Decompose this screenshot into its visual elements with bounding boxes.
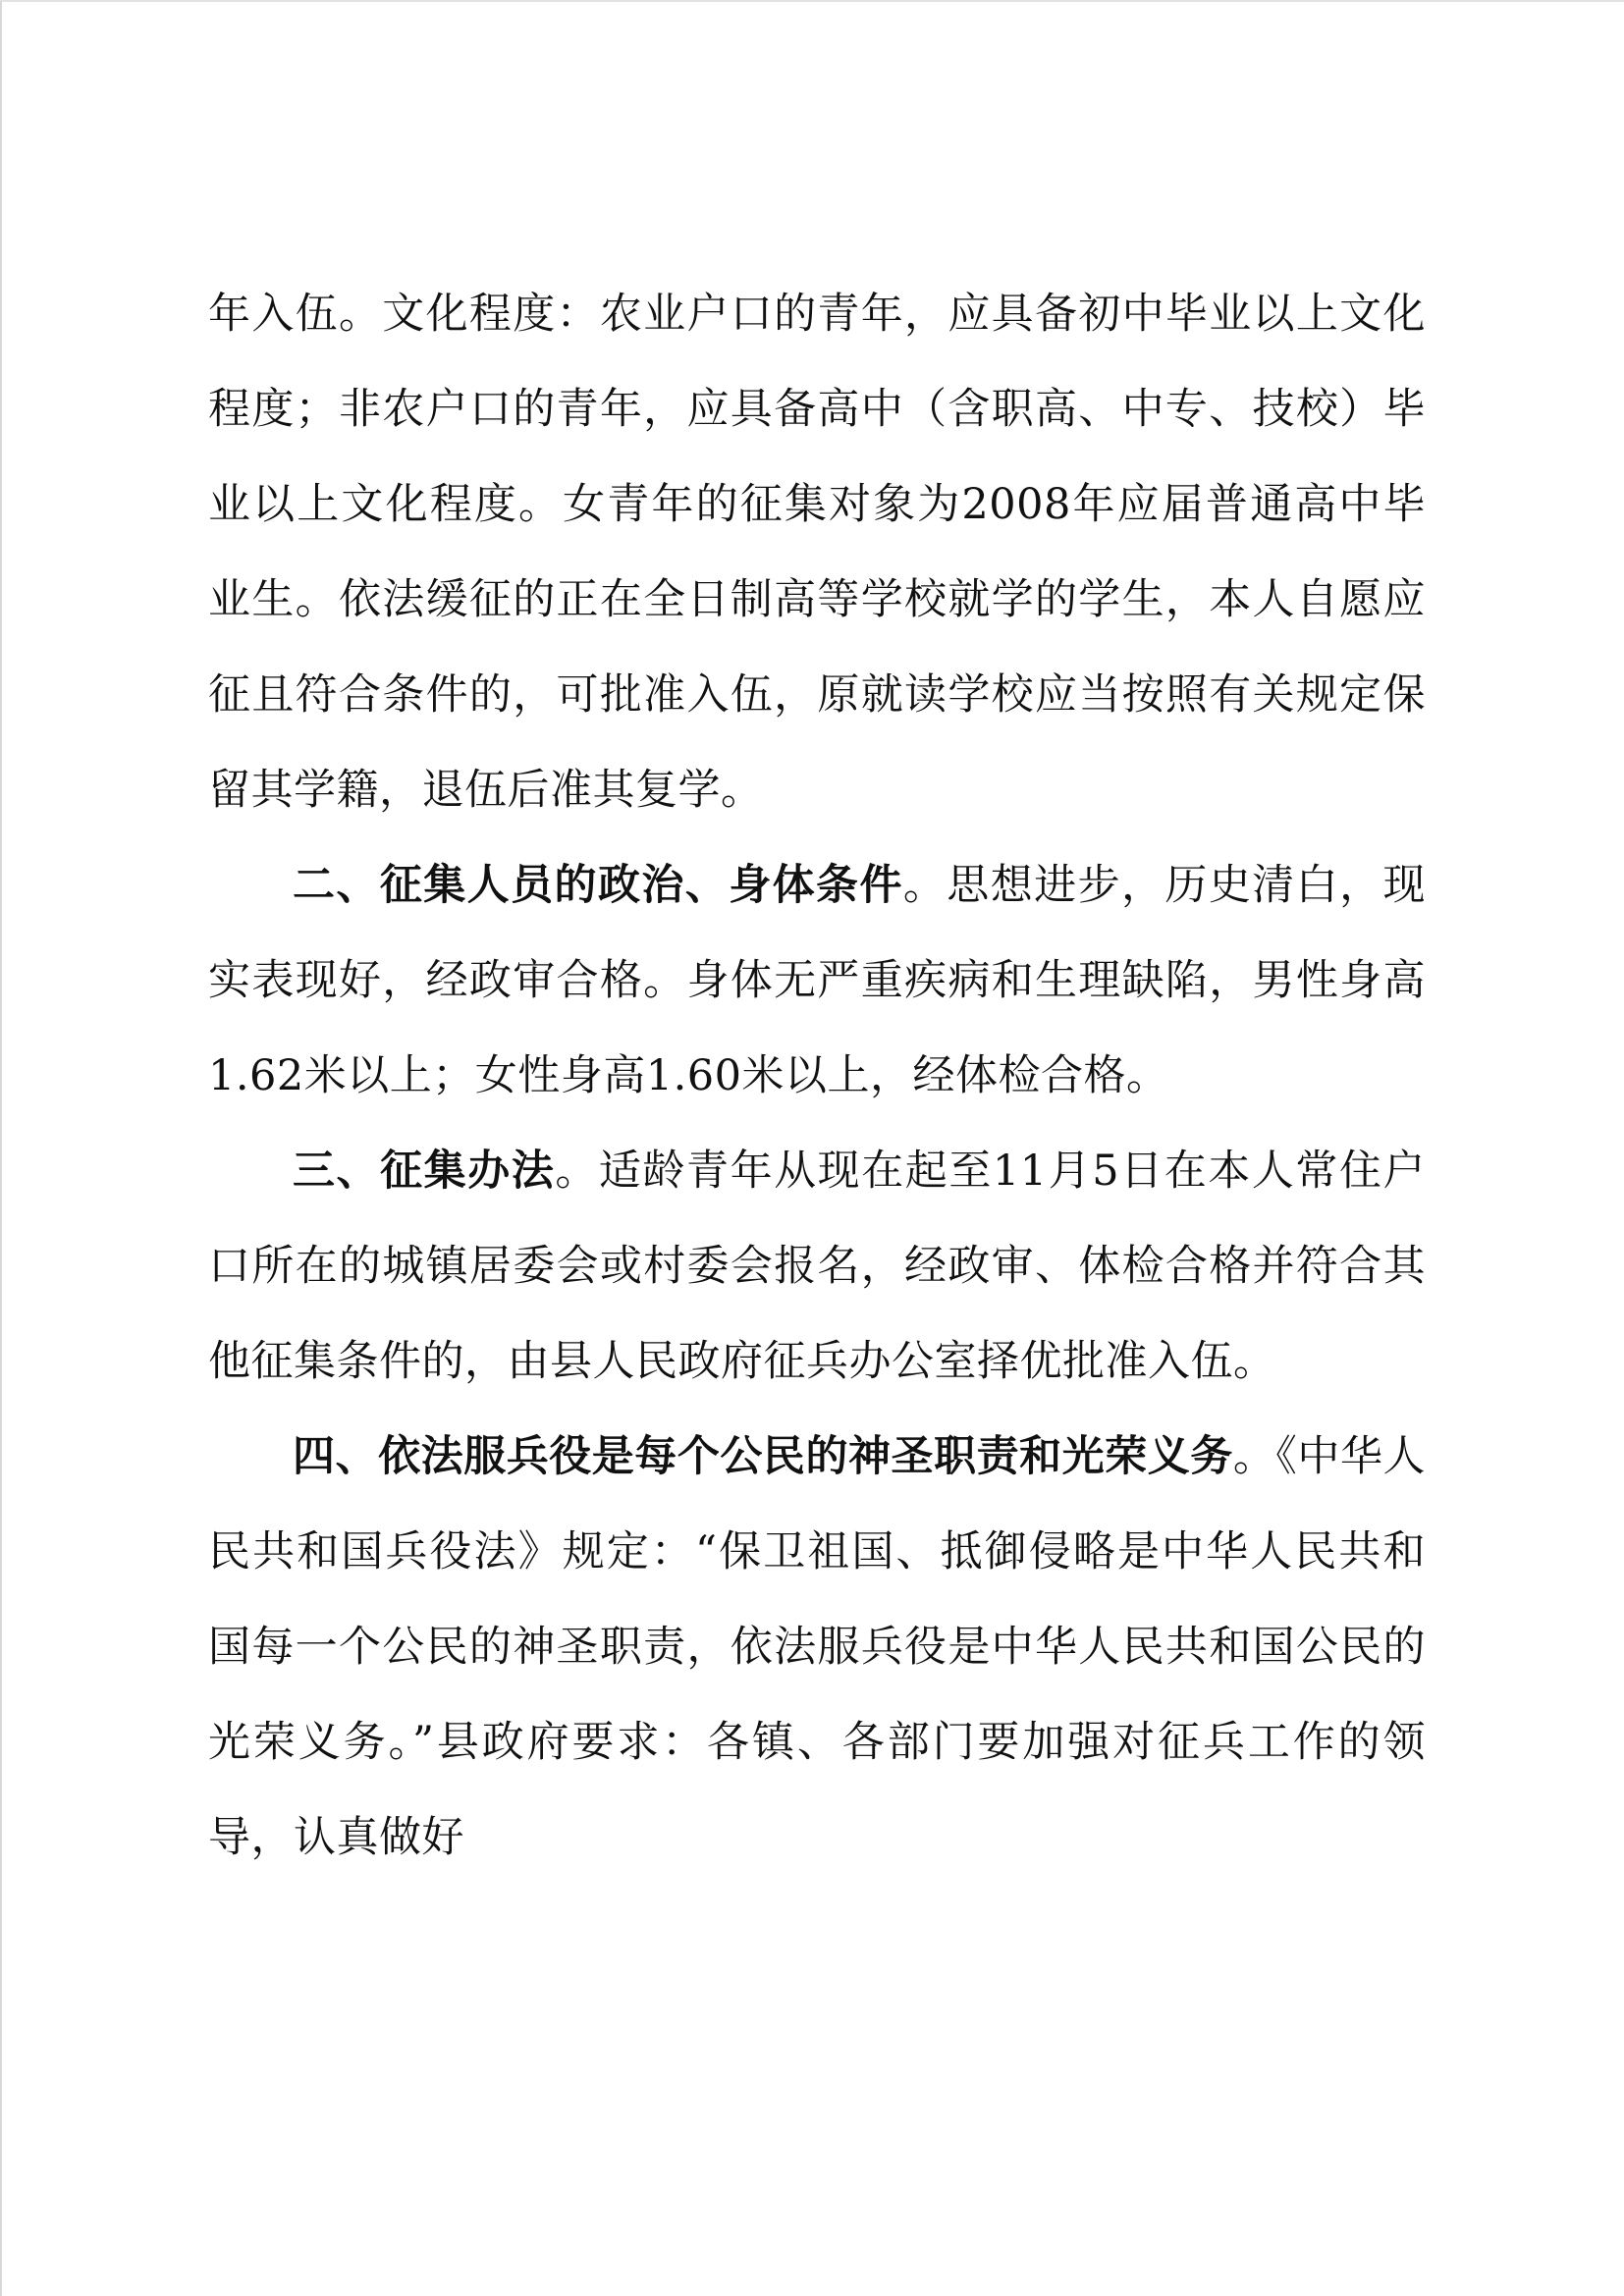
paragraph-section-four bbox=[208, 1410, 1426, 1886]
section-three-body: 。适龄青年从现在起至11月5日在本人常住户口所在的城镇居委会或村委会报名，经政审、体检合格并符合其他征集条件的，由县人民政府征兵办公室择优批准入伍。 bbox=[208, 1147, 1426, 1386]
paragraph-continuation: 年入伍。文化程度：农业户口的青年，应具备初中毕业以上文化程度；非农户口的青年，应具备高中（含职高、中专、技校）毕业以上文化程度。女青年的征集对象为2008年应届普通高中毕业生。依法缓征的正在全日制高等学校就学的学生，本人自愿应征且符合条件的，可批准入伍，原就读学校应当按照有关规定保留其学籍，退伍后准其复学。 bbox=[208, 290, 1426, 815]
section-three-heading: 三、征集办法 bbox=[293, 1147, 556, 1196]
section-four-body: 。《中华人民共和国兵役法》规定：“保卫祖国、抵御侵略是中华人民共和国每一个公民的神圣职责，依法服兵役是中华人民共和国公民的光荣义务。”县政府要求：各镇、各部门要加强对征兵工作的领导，认真做好 bbox=[208, 1432, 1427, 1862]
paragraph-section-three bbox=[208, 1124, 1426, 1410]
section-two-body: 。思想进步，历史清白，现实表现好，经政审合格。身体无严重疾病和生理缺陷，男性身高1.62米以上；女性身高1.60米以上，经体检合格。 bbox=[208, 861, 1427, 1100]
section-two-heading: 二、征集人员的政治、身体条件 bbox=[293, 861, 903, 910]
document-text-column bbox=[208, 267, 1426, 1886]
section-four-heading: 四、依法服兵役是每个公民的神圣职责和光荣义务 bbox=[293, 1432, 1233, 1481]
paragraph-section-two bbox=[208, 838, 1426, 1124]
